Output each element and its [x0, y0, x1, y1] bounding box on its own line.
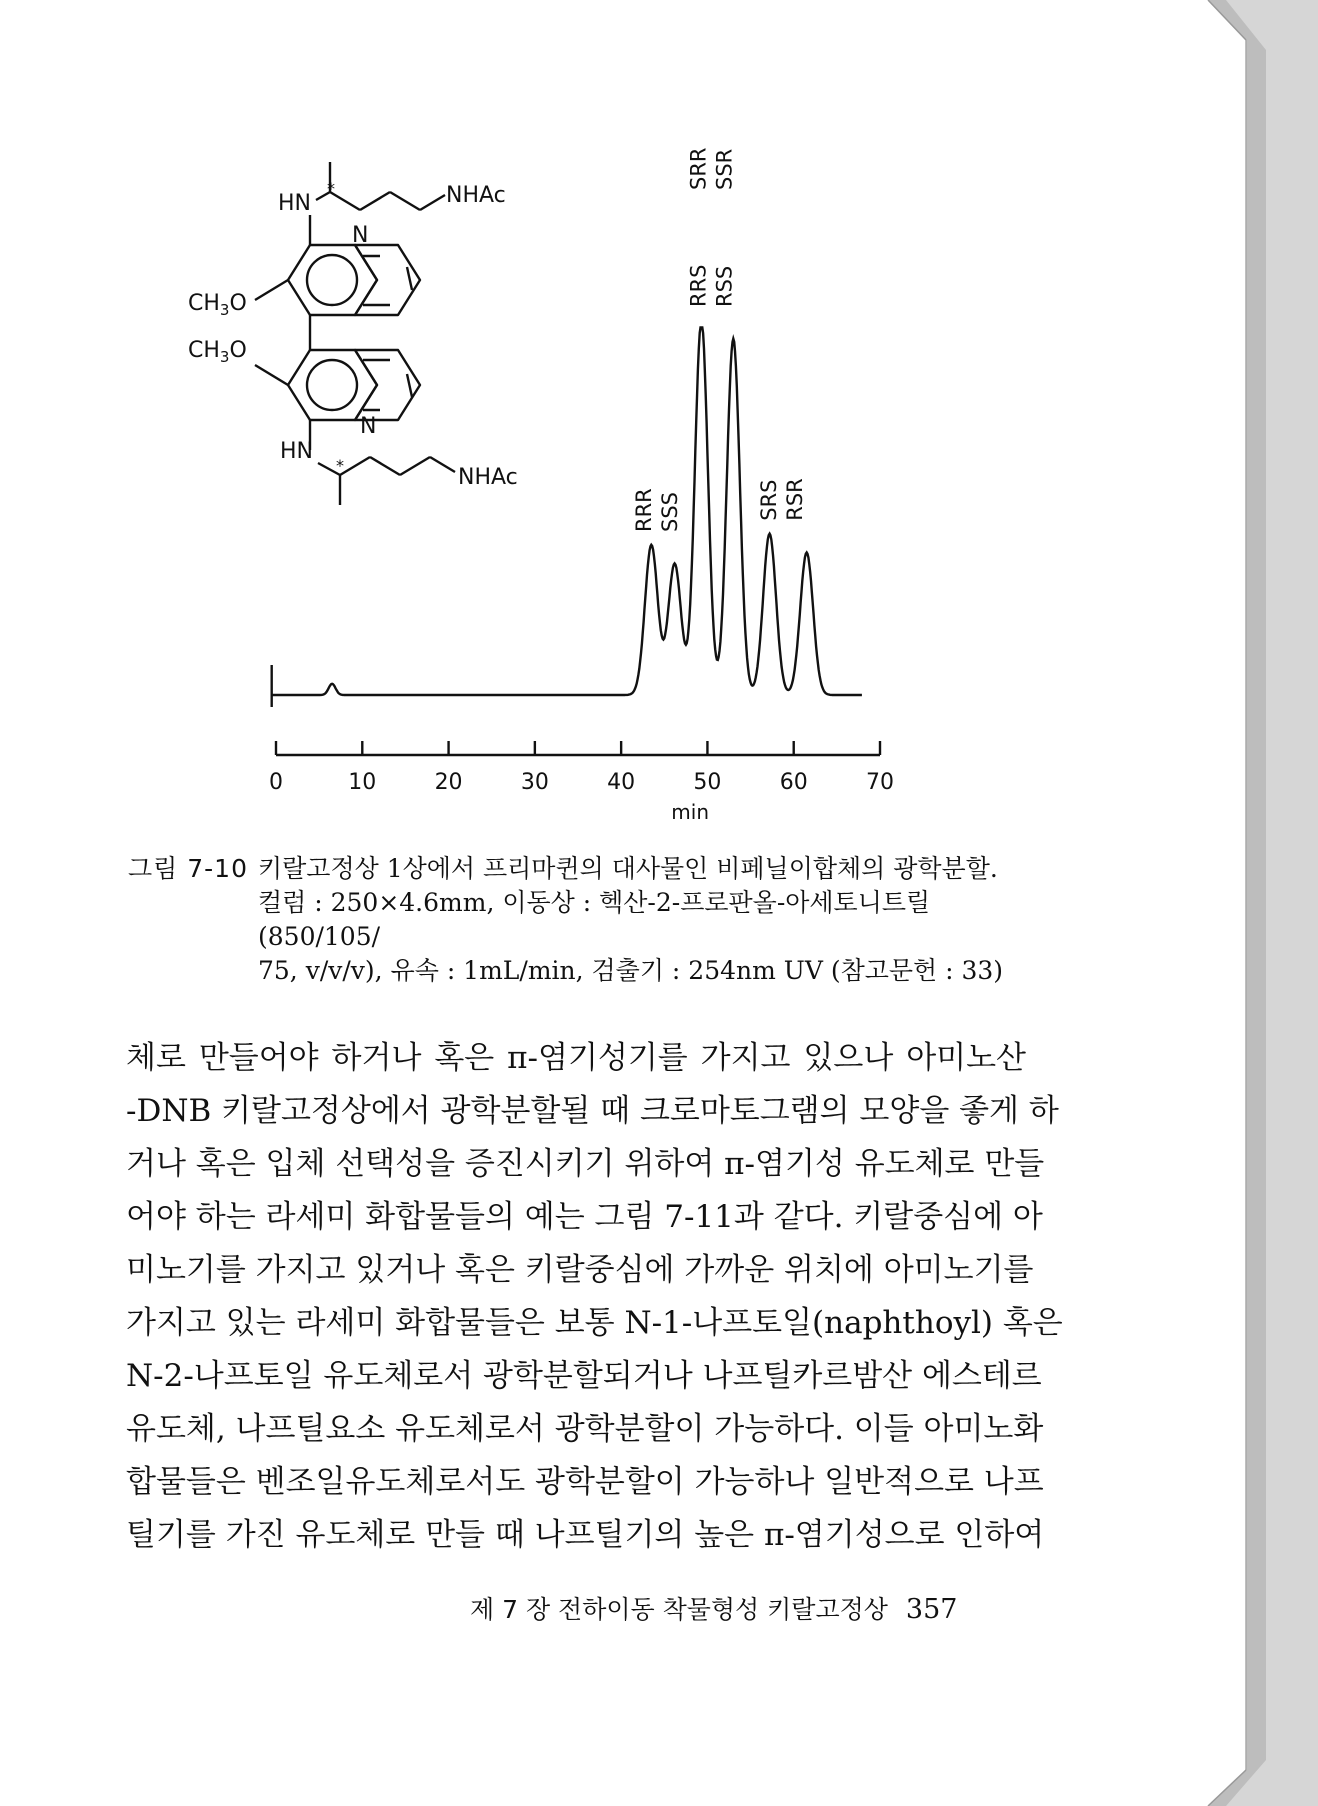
running-chapter-title: 제 7 장 전하이동 착물형성 키랄고정상	[470, 1595, 888, 1624]
x-axis-ticks	[269, 741, 894, 795]
x-tick-label: 40	[607, 770, 636, 795]
chiral-mark-top: *	[327, 179, 335, 198]
figure-7-10	[188, 147, 920, 830]
amide-label-bottom: NHAc	[458, 465, 518, 490]
x-tick-label: 20	[434, 770, 463, 795]
page-footer	[470, 1590, 1010, 1626]
x-tick-label: 30	[520, 770, 549, 795]
peak-labels	[632, 147, 807, 532]
peak-label-rss: RSS	[712, 265, 737, 307]
caption-line-3: 75, v/v/v), 유속 : 1mL/min, 검출기 : 254nm UV (참고문헌 : 33)	[258, 956, 1004, 985]
body-line: 가지고 있는 라세미 화합물들은 보통 N-1-나프토일(naphthoyl) 혹은	[126, 1305, 1063, 1341]
peak-label-rrs: RRS	[686, 264, 711, 307]
body-line: 유도체, 나프틸요소 유도체로서 광학분할이 가능하다. 이들 아미노화	[126, 1411, 1044, 1447]
peak-label-rrr: RRR	[631, 488, 656, 532]
body-text	[126, 1032, 1063, 1562]
peak-label-sss: SSS	[657, 491, 682, 532]
peak-label-srr: SRR	[686, 147, 711, 190]
body-line: N-2-나프토일 유도체로서 광학분할되거나 나프틸카르밤산 에스테르	[126, 1358, 1042, 1394]
x-tick-label: 50	[693, 770, 722, 795]
figure-canvas	[188, 147, 920, 830]
x-tick-label: 10	[348, 770, 377, 795]
ring-upper-left-circle	[307, 255, 357, 305]
body-line: 틸기를 가진 유도체로 만들 때 나프틸기의 높은 π-염기성으로 인하여	[126, 1517, 1045, 1553]
body-line: 체로 만들어야 하거나 혹은 π-염기성기를 가지고 있으나 아미노산	[126, 1040, 1026, 1076]
amine-label-bottom: HN	[280, 439, 313, 464]
page-edge-shadow	[1196, 0, 1316, 1806]
x-axis-title: min	[671, 800, 710, 824]
page-number: 357	[905, 1594, 958, 1625]
ring-lower-left-circle	[307, 360, 357, 410]
chiral-mark-bottom: *	[336, 456, 344, 475]
body-line: 거나 혹은 입체 선택성을 증진시키기 위하여 π-염기성 유도체로 만들	[126, 1146, 1045, 1182]
x-tick-label: 70	[866, 770, 894, 795]
x-tick-label: 0	[269, 770, 283, 795]
ring-nitrogen-bottom: N	[360, 414, 377, 439]
caption-line-2: 컬럼 : 250×4.6mm, 이동상 : 헥산-2-프로판올-아세토니트릴 (850/105/	[258, 888, 931, 951]
chromatogram	[269, 147, 894, 824]
body-line: 어야 하는 라세미 화합물들의 예는 그림 7-11과 같다. 키랄중심에 아	[126, 1199, 1043, 1235]
peak-label-rsr: RSR	[783, 478, 808, 521]
body-line: 미노기를 가지고 있거나 혹은 키랄중심에 가까운 위치에 아미노기를	[126, 1252, 1034, 1288]
body-line: -DNB 키랄고정상에서 광학분할될 때 크로마토그램의 모양을 좋게 하	[126, 1093, 1059, 1129]
caption-number: 그림 7-10	[128, 854, 248, 883]
methoxy-label-bottom: $CH_3O$	[188, 338, 247, 366]
caption-line-1: 키랄고정상 1상에서 프리마퀸의 대사물인 비페닐이합체의 광학분할.	[258, 854, 998, 883]
methoxy-label-top: $CH_3O$	[188, 291, 247, 319]
amine-label-top: HN	[278, 191, 311, 216]
figure-caption	[128, 852, 1048, 988]
body-line: 합물들은 벤조일유도체로서도 광학분할이 가능하나 일반적으로 나프	[126, 1464, 1044, 1500]
structure-labels	[188, 179, 518, 490]
peak-label-ssr: SSR	[712, 148, 737, 190]
ring-nitrogen-top: N	[352, 223, 369, 248]
peak-label-srs: SRS	[757, 479, 782, 521]
x-tick-label: 60	[779, 770, 808, 795]
amide-label-top: NHAc	[446, 183, 506, 208]
